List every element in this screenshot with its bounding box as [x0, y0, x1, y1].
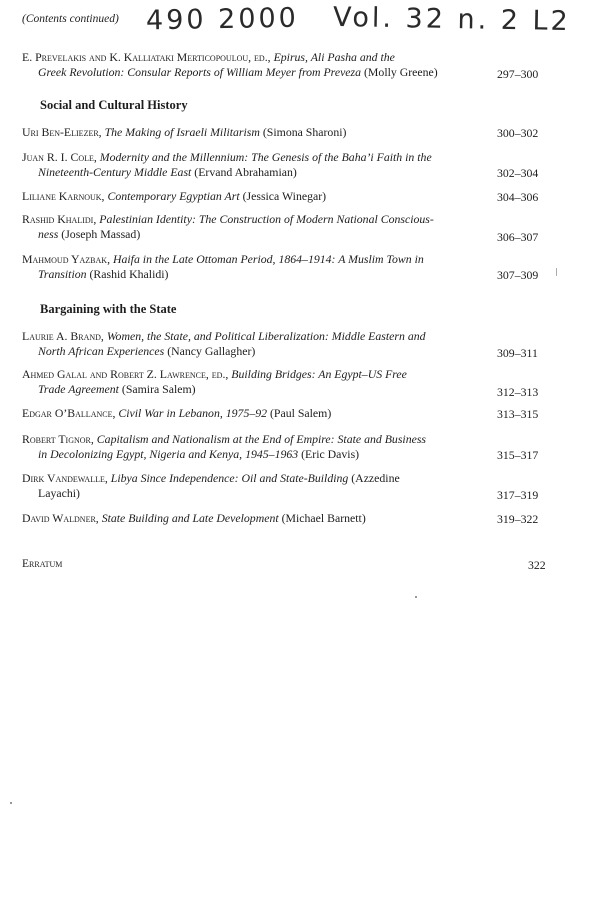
entry-title: Contemporary Egyptian Art [107, 189, 240, 203]
toc-entry [22, 125, 462, 140]
entry-reviewer: (Molly Greene) [364, 65, 438, 79]
entry-author: Ahmed Galal and Robert Z. Lawrence, ed., [22, 367, 229, 381]
entry-reviewer: (Paul Salem) [270, 406, 332, 420]
entry-pages: 302–304 [497, 166, 539, 180]
entry-title: Building Bridges: An Egypt–US Free [231, 367, 407, 381]
entry-title-cont: Trade Agreement [38, 382, 119, 396]
entry-pages: 306–307 [497, 230, 539, 244]
scan-speck [556, 268, 557, 276]
entry-reviewer: (Samira Salem) [121, 382, 196, 396]
entry-author: Edgar O’Ballance, [22, 406, 116, 420]
entry-title: The Making of Israeli Militarism [104, 125, 260, 139]
toc-entry [22, 432, 462, 462]
toc-entry [22, 150, 462, 180]
entry-pages: 300–302 [497, 126, 539, 140]
erratum-label: Erratum [22, 558, 63, 570]
entry-author: Juan R. I. Cole, [22, 150, 97, 164]
toc-entry [22, 511, 462, 526]
toc-entry [22, 50, 462, 80]
section-heading-state: Bargaining with the State [40, 302, 177, 316]
toc-entry [22, 329, 462, 359]
entry-title: Capitalism and Nationalism at the End of Empire: State and Business [96, 432, 427, 446]
entry-author: Robert Tignor, [22, 432, 94, 446]
entry-author: Dirk Vandewalle, [22, 471, 108, 485]
entry-title: Women, the State, and Political Liberalization: Middle Eastern and [106, 329, 426, 343]
entry-reviewer: (Joseph Massad) [61, 227, 141, 241]
entry-title-cont: in Decolonizing Egypt, Nigeria and Kenya, 1945–1963 [38, 447, 299, 461]
entry-title: Palestinian Identity: The Construction of Modern National Conscious- [99, 212, 434, 226]
entry-reviewer: (Ervand Abrahamian) [194, 165, 297, 179]
entry-author: Mahmoud Yazbak, [22, 252, 111, 266]
handwritten-note-shelfmark: 490 2000 [145, 2, 300, 37]
entry-title-cont: Greek Revolution: Consular Reports of William Meyer from Preveza [38, 65, 362, 79]
entry-reviewer: (Simona Sharoni) [262, 125, 347, 139]
entry-reviewer: (Azzedine [351, 471, 400, 485]
entry-reviewer: (Eric Davis) [301, 447, 360, 461]
toc-entry [22, 406, 462, 421]
entry-title-cont: Nineteenth-Century Middle East [38, 165, 192, 179]
entry-pages: 297–300 [497, 67, 539, 81]
entry-author: David Waldner, [22, 511, 99, 525]
contents-continued-label: (Contents continued) [22, 13, 119, 25]
toc-entry [22, 367, 462, 397]
entry-pages: 312–313 [497, 385, 539, 399]
entry-title: State Building and Late Development [101, 511, 279, 525]
erratum-pages: 322 [528, 558, 546, 572]
entry-title-cont: ness [38, 227, 59, 241]
entry-author: Uri Ben-Eliezer, [22, 125, 102, 139]
entry-reviewer: (Nancy Gallagher) [167, 344, 256, 358]
entry-reviewer: (Rashid Khalidi) [89, 267, 169, 281]
entry-author: Liliane Karnouk, [22, 189, 105, 203]
entry-pages: 304–306 [497, 190, 539, 204]
toc-entry [22, 471, 462, 501]
entry-author: Laurie A. Brand, [22, 329, 104, 343]
entry-reviewer-cont: Layachi) [38, 486, 80, 500]
entry-pages: 317–319 [497, 488, 539, 502]
entry-author: Rashid Khalidi, [22, 212, 97, 226]
scan-speck [415, 596, 417, 598]
toc-entry [22, 212, 462, 242]
scan-speck [10, 802, 12, 804]
entry-author: E. Prevelakis and K. Kalliataki Merticopoulou, ed., [22, 50, 271, 64]
toc-entry [22, 252, 462, 282]
toc-entry [22, 189, 462, 204]
entry-title: Civil War in Lebanon, 1975–92 [118, 406, 268, 420]
entry-title-cont: North African Experiences [38, 344, 165, 358]
entry-reviewer: (Jessica Winegar) [242, 189, 327, 203]
section-heading-social: Social and Cultural History [40, 98, 188, 112]
entry-reviewer: (Michael Barnett) [281, 511, 366, 525]
entry-title: Modernity and the Millennium: The Genesis of the Baha’i Faith in the [99, 150, 432, 164]
entry-title: Libya Since Independence: Oil and State-Building [110, 471, 349, 485]
entry-title: Epirus, Ali Pasha and the [273, 50, 395, 64]
entry-pages: 313–315 [497, 407, 539, 421]
entry-pages: 309–311 [497, 346, 538, 360]
entry-title: Haifa in the Late Ottoman Period, 1864–1914: A Muslim Town in [112, 252, 424, 266]
handwritten-note-volume: Vol. 32 n. 2 L2 [332, 1, 572, 38]
entry-pages: 307–309 [497, 268, 539, 282]
entry-pages: 319–322 [497, 512, 539, 526]
entry-title-cont: Transition [38, 267, 87, 281]
entry-pages: 315–317 [497, 448, 539, 462]
